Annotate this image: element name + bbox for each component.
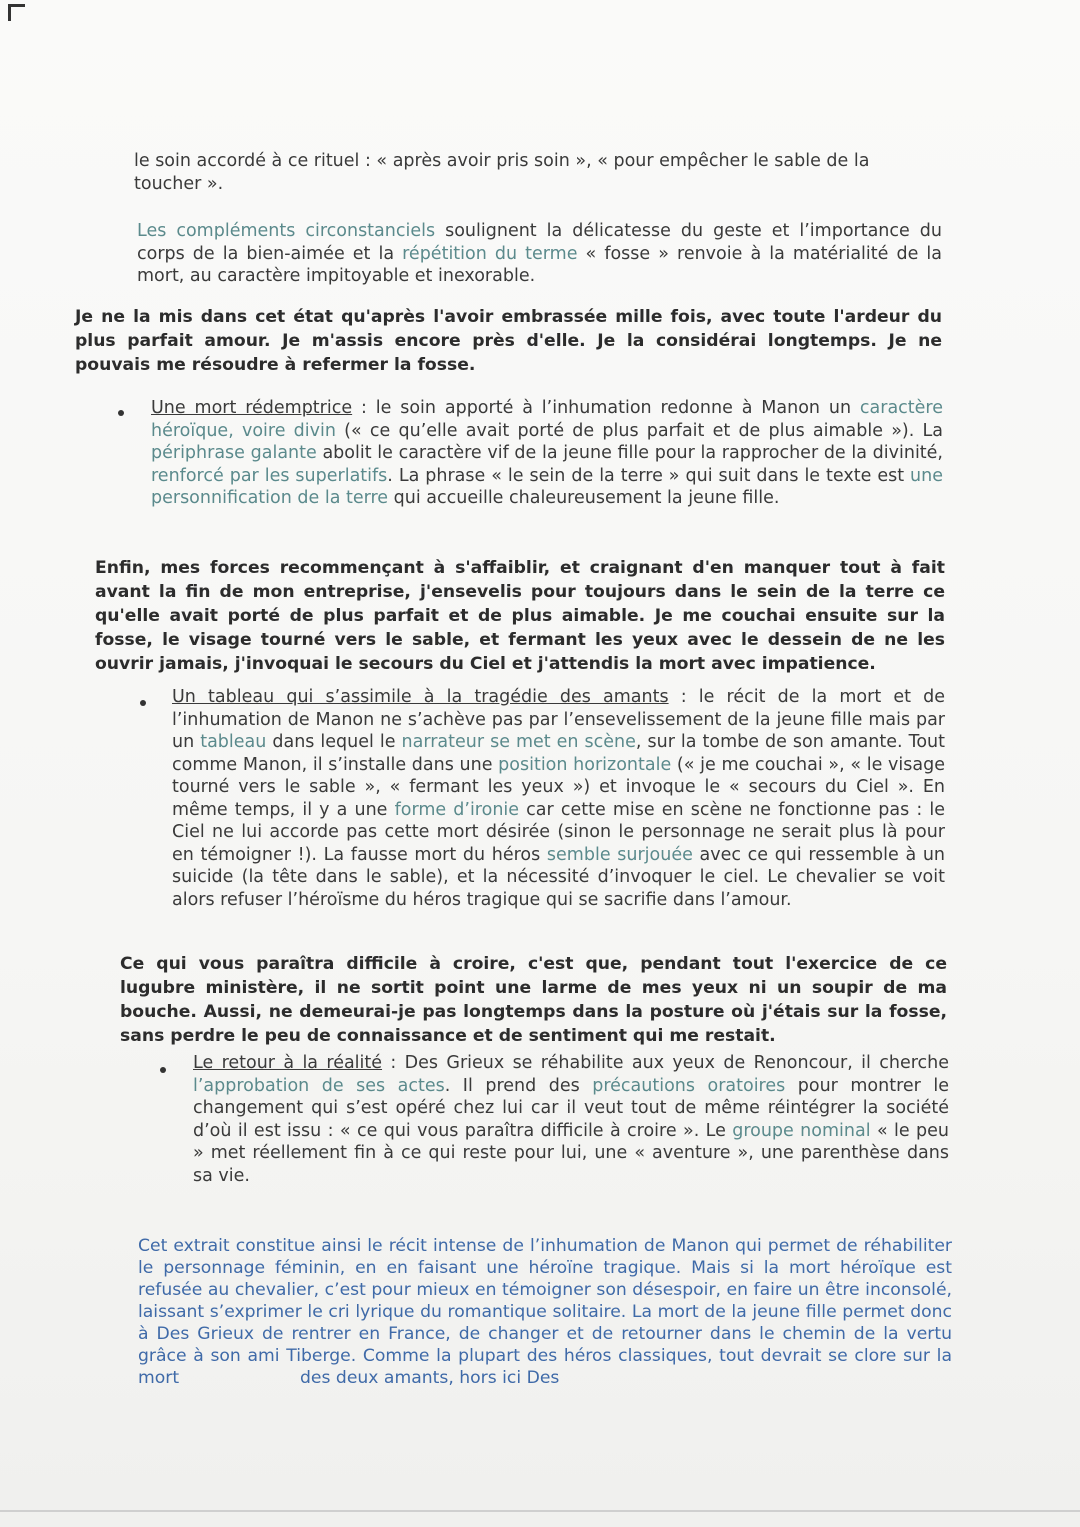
paragraph-1 — [134, 150, 942, 195]
bullet-1-title: Une mort rédemptrice — [151, 398, 353, 418]
highlight: semble surjouée — [546, 844, 693, 865]
bullet-2-dot — [140, 700, 146, 706]
bullet-3-title: Le retour à la réalité — [193, 1053, 383, 1073]
highlight: périphrase galante — [151, 443, 317, 463]
text-segment: , sur la tombe de son amante. Tout comme Manon, il s’installe dans une — [172, 732, 945, 775]
highlight: position horizontale — [498, 754, 672, 775]
bullet-3-dot — [160, 1067, 166, 1073]
highlight: narrateur se met en scène — [401, 732, 636, 752]
bullet-1 — [151, 397, 943, 510]
paragraph-2 — [137, 220, 942, 288]
highlight-repetition: répétition du terme — [402, 243, 578, 264]
text-segment: pour montrer le changement qui s’est opéré chez lui car il veut tout de même réintégrer la société d’où il est issu : « ce qui vous paraîtra difficile à croire ». Le — [193, 1075, 949, 1141]
highlight: l’approbation de ses actes — [193, 1075, 445, 1096]
quote-3: Ce qui vous paraîtra difficile à croire, c'est que, pendant tout l'exercice de ce lugubre ministère, il ne sortit point une larme de mes yeux ni un soupir de ma bouche. Aussi, ne demeurai-je pas longtemps dans la posture où j'étais sur la fosse, sans perdre le peu de connaissance et de sentiment qui me restait. — [120, 954, 947, 1046]
highlight: une personnification de la terre — [151, 465, 943, 508]
quote-1: Je ne la mis dans cet état qu'après l'avoir embrassée mille fois, avec toute l'ardeur du plus parfait amour. Je m'assis encore près d'elle. Je la considérai longtemps. Je ne pouvais me résoudre à refermer la fosse. — [75, 307, 942, 375]
text-segment: « fosse » renvoie à la matérialité de la mort, au caractère impitoyable et inexorable. — [137, 243, 942, 286]
highlight-complements: Les compléments circonstanciels — [137, 221, 436, 241]
paragraph-1-line-1: le soin accordé à ce rituel : « après avoir pris soin », « pour empêcher le sable de la — [134, 151, 870, 171]
bullet-3 — [193, 1052, 949, 1187]
page-corner-mark — [8, 4, 25, 21]
text-segment: : Des Grieux se réhabilite aux yeux de Renoncour, il cherche — [382, 1053, 949, 1073]
text-segment: avec ce qui ressemble à un suicide (la tête dans le sable), et la nécessité d’invoquer le ciel. Le chevalier se voit alors refuser l’héroïsme du héros tragique qui se sacrifie dans l’amour. — [172, 844, 946, 910]
highlight: tableau — [200, 732, 267, 752]
text-segment: : le récit de la mort et de l’inhumation de Manon ne s’achève pas par l’ensevelissement de la jeune fille mais par un — [172, 687, 945, 752]
text-segment: « le peu » met réellement fin à ce qui reste pour lui, une « aventure », une parenthèse dans sa vie. — [193, 1120, 949, 1186]
text-segment: qui accueille chaleureusement la jeune fille. — [388, 488, 780, 508]
page-bottom-edge — [0, 1510, 1080, 1512]
highlight: groupe nominal — [732, 1120, 871, 1141]
text-segment: car cette mise en scène ne fonctionne pas : le Ciel ne lui accorde pas cette mort désirée (sinon le personnage ne serait plus là pour en témoigner !). La fausse mort du héros — [172, 799, 945, 865]
text-segment: : le soin apporté à l’inhumation redonne à Manon un — [352, 398, 860, 418]
bullet-1-dot — [118, 410, 124, 416]
paragraph-1-line-2: toucher ». — [134, 173, 224, 194]
text-segment: (« je me couchai », « le visage tourné vers le sable », « fermant les yeux ») et invoque le « secours du Ciel ». En même temps, il y a une — [172, 754, 945, 820]
bullet-2 — [172, 686, 945, 911]
conclusion-text: Cet extrait constitue ainsi le récit intense de l’inhumation de Manon qui permet de réhabiliter le personnage féminin, en en faisant une héroïne tragique. Mais si la mort héroïque est refusée au chevalier, c’est pour mieux en témoigner son désespoir, en faire un être inconsolé, laissant s’exprimer le cri lyrique du romantique solitaire. La mort de la jeune fille permet donc à Des Grieux de rentrer en France, de changer et de retourner dans le chemin de la vertu grâce à son ami Tiberge. Comme la plupart des héros classiques, tout devrait se clore sur la mort — [138, 1236, 952, 1388]
highlight: forme d’ironie — [394, 799, 520, 820]
text-segment: . Il prend des — [444, 1075, 593, 1096]
bullet-2-title: Un tableau qui s’assimile à la tragédie des amants — [172, 687, 669, 707]
text-segment: dans lequel le — [266, 732, 402, 752]
quote-2: Enfin, mes forces recommençant à s'affaiblir, et craignant d'en manquer tout à fait avant la fin de mon entreprise, j'ensevelis pour toujours dans le sein de la terre ce qu'elle avait porté de plus parfait et de plus aimable. Je me couchai ensuite sur la fosse, le visage tourné vers le sable, et fermant les yeux avec le dessein de ne les ouvrir jamais, j'invoquai le secours du Ciel et j'attendis la mort avec impatience. — [95, 558, 945, 674]
text-segment: soulignent la délicatesse du geste et l’importance du corps de la bien-aimée et la — [137, 221, 942, 264]
text-segment: . La phrase « le sein de la terre » qui suit dans le texte est — [387, 465, 911, 486]
text-segment: abolit le caractère vif de la jeune fille pour la rapprocher de la divinité, — [316, 443, 943, 463]
highlight: caractère héroïque, voire divin — [151, 398, 943, 441]
conclusion-tail: des deux amants, hors ici Des — [300, 1368, 560, 1388]
highlight: précautions oratoires — [592, 1075, 786, 1096]
highlight: renforcé par les superlatifs — [151, 465, 388, 486]
text-segment: (« ce qu’elle avait porté de plus parfait et de plus aimable »). La — [335, 420, 943, 441]
conclusion-paragraph — [138, 1235, 952, 1389]
